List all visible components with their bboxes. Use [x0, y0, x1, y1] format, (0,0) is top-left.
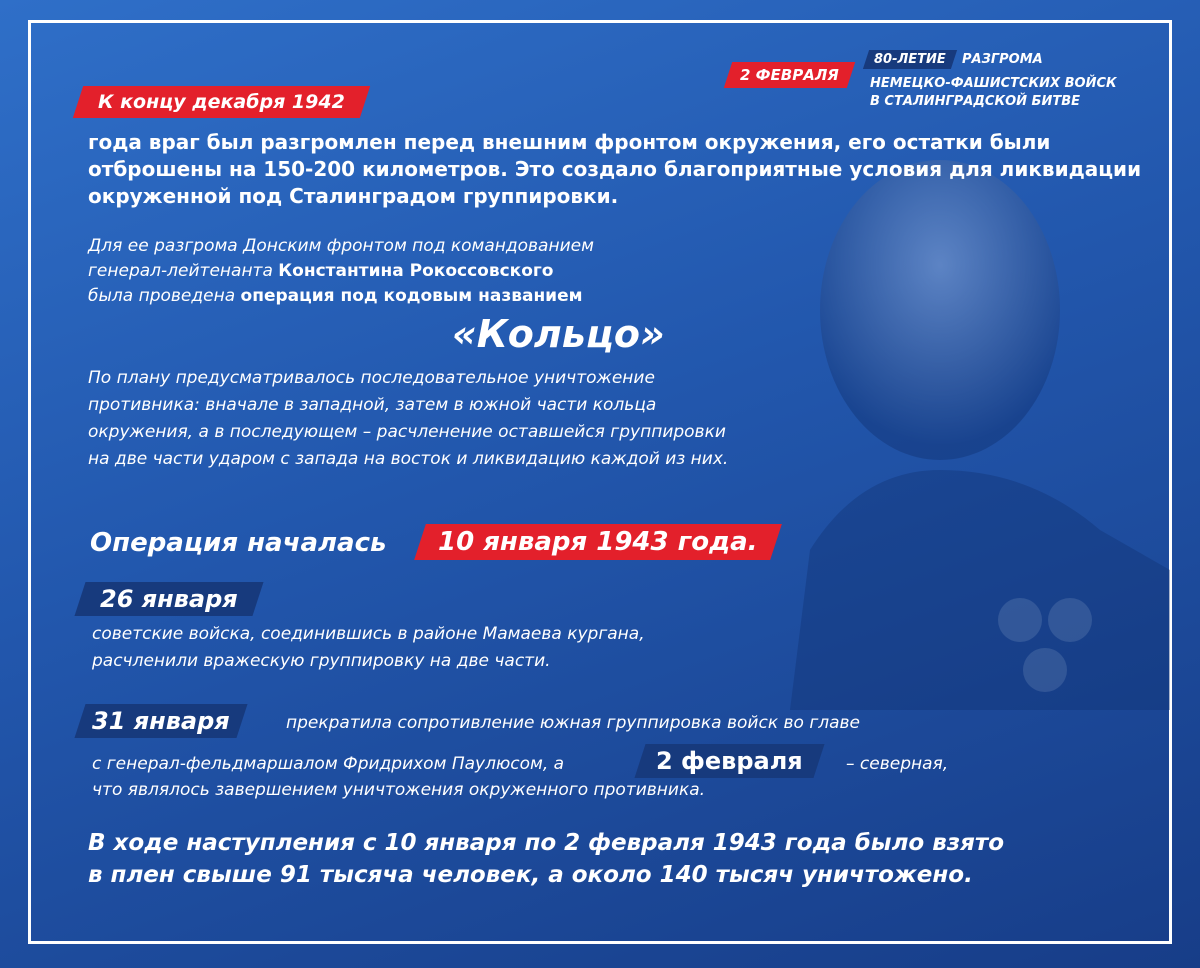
jan31-tag: 31 января [74, 704, 247, 738]
intro-line-3: окруженной под Сталинградом группировки. [88, 184, 619, 208]
intro-line-1: года враг был разгромлен перед внешним фронтом окружения, его остатки были [88, 130, 1051, 154]
operation-line-3-bold: операция под кодовым названием [240, 286, 583, 306]
codename: «Кольцо» [452, 312, 665, 356]
start-date-tag: 10 января 1943 года. [414, 524, 781, 560]
anniversary-badge: 80-ЛЕТИЕ [863, 50, 957, 69]
portrait-image [770, 150, 1170, 710]
intro-tag: К концу декабря 1942 [73, 86, 370, 118]
jan31-line-1: прекратила сопротивление южная группировка войск во главе [286, 713, 861, 733]
summary-line-2: в плен свыше 91 тысяча человек, а около 140 тысяч уничтожено. [88, 862, 973, 888]
jan26-line-2: расчленили вражескую группировку на две части. [92, 651, 551, 671]
plan-line-1: По плану предусматривалось последовательное уничтожение [88, 368, 655, 388]
operation-line-3-pre: была проведена [88, 286, 241, 306]
jan31-line-3: что являлось завершением уничтожения окруженного противника. [92, 780, 706, 800]
plan-line-4: на две части ударом с запада на восток и ликвидацию каждой из них. [88, 449, 729, 469]
operation-line-2-pre: генерал-лейтенанта [88, 261, 279, 281]
start-prefix: Операция началась [90, 528, 387, 558]
date-badge: 2 ФЕВРАЛЯ [724, 62, 855, 88]
jan26-tag: 26 января [74, 582, 263, 616]
operation-line-3 [88, 286, 583, 306]
commander-name: Константина Рокоссовского [278, 261, 554, 281]
jan26-line-1: советские войска, соединившись в районе Мамаева кургана, [92, 624, 645, 644]
header-title-3: В СТАЛИНГРАДСКОЙ БИТВЕ [870, 94, 1080, 109]
summary-line-1: В ходе наступления с 10 января по 2 февраля 1943 года было взято [88, 830, 1005, 856]
header-title-1: РАЗГРОМА [962, 52, 1043, 67]
plan-line-2: противника: вначале в западной, затем в южной части кольца [88, 395, 657, 415]
plan-line-3: окружения, а в последующем – расчленение оставшейся группировки [88, 422, 726, 442]
operation-line-1: Для ее разгрома Донским фронтом под командованием [88, 236, 594, 256]
operation-line-2 [88, 261, 553, 281]
intro-line-2: отброшены на 150-200 километров. Это создало благоприятные условия для ликвидации [88, 157, 1142, 181]
header-title-2: НЕМЕЦКО-ФАШИСТСКИХ ВОЙСК [870, 76, 1117, 91]
jan31-line-2: с генерал-фельдмаршалом Фридрихом Паулюсом, а [92, 754, 565, 774]
jan31-line-2-end: – северная, [846, 754, 949, 774]
feb2-tag: 2 февраля [634, 744, 824, 778]
